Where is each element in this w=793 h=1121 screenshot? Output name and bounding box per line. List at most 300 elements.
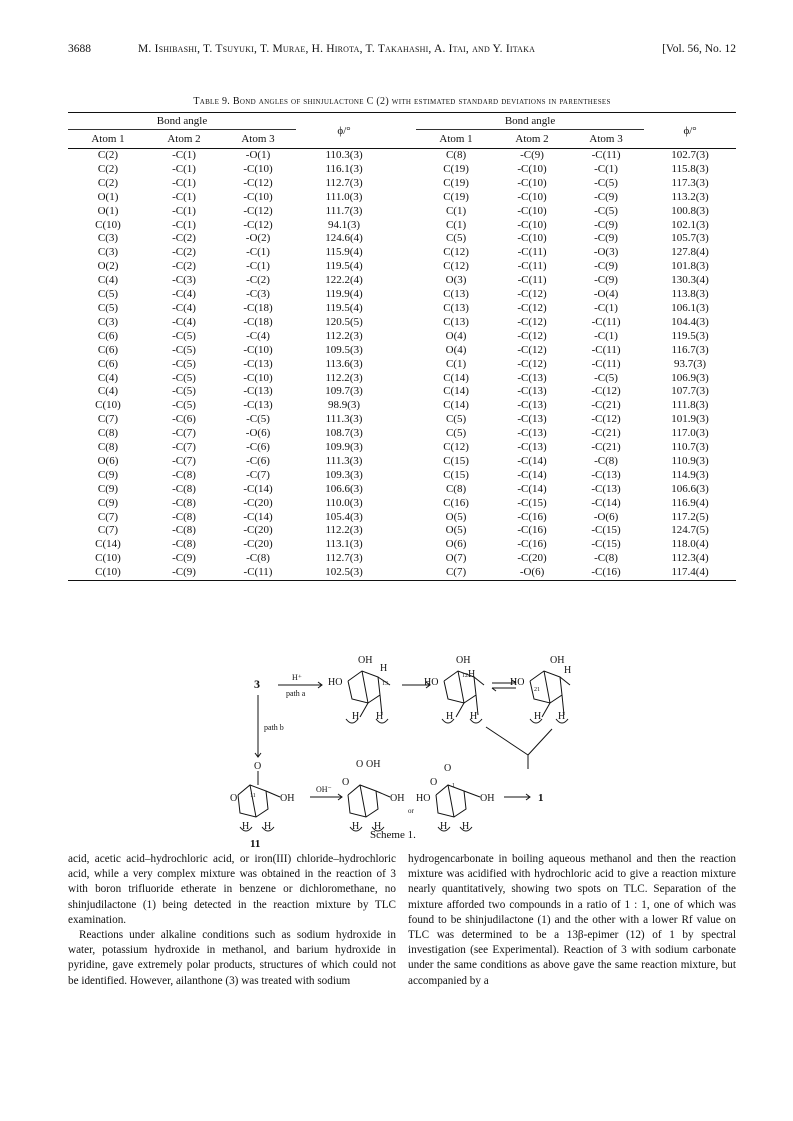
atom-cell: -C(1)	[594, 329, 618, 342]
column-gap	[392, 538, 416, 552]
table-row	[68, 413, 736, 427]
angle-cell: 120.5(5)	[325, 315, 363, 328]
angle-cell: 115.8(3)	[671, 162, 709, 175]
h-label-4: H	[468, 669, 476, 680]
angle-cell: 117.4(4)	[671, 566, 709, 579]
atom-cell: -C(13)	[517, 413, 547, 426]
angle-cell: 111.7(3)	[325, 204, 363, 217]
atom-cell: -C(11)	[591, 357, 621, 370]
column-gap	[392, 316, 416, 330]
atom-cell: O(4)	[445, 329, 467, 342]
angle-cell: 111.0(3)	[325, 190, 363, 203]
atom-cell: -C(5)	[172, 343, 196, 356]
angle-cell: 113.6(3)	[325, 357, 363, 370]
column-gap	[392, 483, 416, 497]
atom-cell: -O(4)	[593, 288, 619, 301]
atom-cell: C(9)	[97, 482, 119, 495]
atom-cell: -C(12)	[591, 385, 621, 398]
bond-angle-table	[68, 112, 736, 581]
h-label-15: H	[462, 821, 470, 832]
atom-cell: -C(9)	[594, 232, 618, 245]
atom-cell: O(1)	[97, 190, 119, 203]
atom-cell: C(5)	[445, 413, 467, 426]
atom-cell: -C(7)	[172, 441, 196, 454]
angle-cell: 106.6(3)	[325, 482, 363, 495]
column-gap	[392, 511, 416, 525]
atom-cell: -C(13)	[243, 357, 273, 370]
atom-cell: -C(11)	[591, 315, 621, 328]
label-or: or	[408, 807, 414, 815]
num-12-label: 12	[462, 673, 468, 679]
atom-cell: C(8)	[97, 441, 119, 454]
atom-cell: -C(8)	[172, 510, 196, 523]
o-label-4: O	[342, 777, 350, 788]
atom-cell: O(5)	[445, 510, 467, 523]
angle-cell: 106.9(3)	[671, 371, 709, 384]
atom-cell: -C(1)	[172, 176, 196, 189]
atom-cell: C(6)	[97, 329, 119, 342]
atom-cell: C(3)	[97, 232, 119, 245]
atom-cell: C(6)	[97, 343, 119, 356]
column-gap	[392, 399, 416, 413]
column-gap	[392, 455, 416, 469]
atom-cell: C(8)	[445, 149, 467, 161]
angle-cell: 113.8(3)	[671, 288, 709, 301]
oh-label-5: OH	[366, 759, 381, 770]
atom-cell: -C(14)	[243, 510, 273, 523]
atom-cell: -C(8)	[172, 482, 196, 495]
atom-cell: -C(1)	[246, 260, 270, 273]
atom-cell: O(2)	[97, 260, 119, 273]
angle-cell: 119.5(4)	[325, 260, 363, 273]
atom-cell: C(10)	[95, 399, 121, 412]
atom-cell: -C(5)	[594, 371, 618, 384]
atom-cell: C(14)	[443, 399, 469, 412]
atom-cell: -C(10)	[517, 162, 547, 175]
atom-cell: C(1)	[445, 218, 467, 231]
atom-cell: -O(6)	[593, 510, 619, 523]
angle-cell: 110.0(3)	[325, 496, 363, 509]
atom-cell: -C(12)	[517, 301, 547, 314]
atom-cell: -C(7)	[172, 454, 196, 467]
angle-cell: 112.2(3)	[325, 524, 363, 537]
atom-cell: -O(6)	[245, 427, 271, 440]
atom-cell: -C(11)	[517, 246, 547, 259]
angle-cell: 116.1(3)	[325, 162, 363, 175]
angle-cell: 102.1(3)	[671, 218, 709, 231]
atom-cell: C(14)	[95, 538, 121, 551]
table-row	[68, 455, 736, 469]
column-gap	[392, 330, 416, 344]
atom-cell: -C(10)	[517, 232, 547, 245]
table-row	[68, 358, 736, 372]
angle-cell: 112.2(3)	[325, 371, 363, 384]
table-row	[68, 469, 736, 483]
atom-cell: C(2)	[97, 162, 119, 175]
h-label-8: H	[534, 711, 542, 722]
atom-cell: C(2)	[97, 149, 119, 161]
atom-cell: -C(10)	[517, 218, 547, 231]
atom-cell: -C(11)	[517, 274, 547, 287]
angle-cell: 98.9(3)	[327, 399, 361, 412]
atom-cell: -C(13)	[591, 468, 621, 481]
angle-cell: 114.9(3)	[671, 468, 709, 481]
column-gap	[392, 413, 416, 427]
atom-cell: -C(13)	[517, 441, 547, 454]
atom-cell: -C(1)	[594, 301, 618, 314]
atom-cell: -C(10)	[517, 190, 547, 203]
o-label-5: O	[444, 763, 452, 774]
atom-cell: -C(13)	[517, 385, 547, 398]
atom-cell: -C(16)	[517, 538, 547, 551]
angle-cell: 118.0(4)	[671, 538, 709, 551]
atom-cell: -C(6)	[246, 441, 270, 454]
atom-cell: -C(5)	[172, 357, 196, 370]
h-label-10: H	[242, 821, 250, 832]
atom-cell: C(19)	[443, 162, 469, 175]
atom-cell: -C(3)	[172, 274, 196, 287]
angle-cell: 101.9(3)	[671, 413, 709, 426]
table-row	[68, 288, 736, 302]
h-label-14: H	[440, 821, 448, 832]
h-label-7: H	[564, 665, 572, 676]
table-row	[68, 191, 736, 205]
atom-cell: -C(10)	[243, 162, 273, 175]
atom-cell: -C(16)	[517, 510, 547, 523]
atom-cell: -C(1)	[172, 149, 196, 161]
atom-cell: -C(10)	[243, 343, 273, 356]
table-row	[68, 552, 736, 566]
atom-cell: -C(12)	[517, 288, 547, 301]
angle-cell: 127.8(4)	[671, 246, 709, 259]
angle-cell: 102.7(3)	[671, 149, 709, 161]
angle-cell: 112.3(4)	[671, 552, 709, 565]
h-label-13: H	[374, 821, 382, 832]
atom-cell: C(10)	[95, 552, 121, 565]
atom-cell: C(2)	[97, 176, 119, 189]
column-gap	[392, 344, 416, 358]
atom-cell: C(8)	[445, 482, 467, 495]
atom-cell: O(7)	[445, 552, 467, 565]
oh-label-7: OH	[480, 793, 495, 804]
atom-cell: -C(11)	[243, 566, 273, 579]
atom-cell: -C(21)	[591, 399, 621, 412]
num-1-label: 1	[452, 783, 455, 789]
column-gap	[392, 219, 416, 233]
col-atom1-right: Atom 1	[416, 130, 496, 149]
table-row	[68, 219, 736, 233]
column-gap	[392, 358, 416, 372]
atom-cell: -C(1)	[594, 162, 618, 175]
oh-label-3: OH	[550, 655, 565, 666]
angle-cell: 119.9(4)	[325, 288, 363, 301]
angle-cell: 115.9(4)	[325, 246, 363, 259]
atom-cell: -C(10)	[243, 190, 273, 203]
angle-cell: 111.3(3)	[325, 454, 363, 467]
atom-cell: -C(13)	[243, 385, 273, 398]
atom-cell: -C(11)	[591, 343, 621, 356]
atom-cell: -C(13)	[517, 427, 547, 440]
angle-cell: 116.7(3)	[671, 343, 709, 356]
column-gap	[392, 372, 416, 386]
h-label-12: H	[352, 821, 360, 832]
table-row	[68, 497, 736, 511]
atom-cell: -C(9)	[594, 260, 618, 273]
atom-cell: -C(2)	[172, 260, 196, 273]
table-row	[68, 177, 736, 191]
oh-label-4: OH	[280, 793, 295, 804]
atom-cell: C(9)	[97, 496, 119, 509]
atom-cell: C(9)	[97, 468, 119, 481]
col-atom3-right: Atom 3	[568, 130, 644, 149]
atom-cell: -C(15)	[517, 496, 547, 509]
atom-cell: O(6)	[97, 454, 119, 467]
atom-cell: -C(16)	[517, 524, 547, 537]
atom-cell: C(6)	[97, 357, 119, 370]
atom-cell: -C(14)	[517, 482, 547, 495]
angle-cell: 105.7(3)	[671, 232, 709, 245]
atom-cell: -C(15)	[591, 524, 621, 537]
atom-cell: -C(6)	[172, 413, 196, 426]
atom-cell: -C(4)	[172, 315, 196, 328]
atom-cell: -C(8)	[594, 552, 618, 565]
atom-cell: -C(12)	[591, 413, 621, 426]
angle-cell: 110.7(3)	[671, 441, 709, 454]
atom-cell: C(14)	[443, 385, 469, 398]
scheme-caption: Scheme 1.	[370, 829, 416, 841]
table-row	[68, 316, 736, 330]
o-label-1: O	[254, 761, 262, 772]
bond-angle-group-left: Bond angle	[156, 115, 208, 127]
oh-label-2: OH	[456, 655, 471, 666]
angle-cell: 107.7(3)	[671, 385, 709, 398]
atom-cell: -C(13)	[591, 482, 621, 495]
table-row	[68, 427, 736, 441]
atom-cell: C(8)	[97, 427, 119, 440]
atom-cell: C(4)	[97, 274, 119, 287]
table-row	[68, 483, 736, 497]
author-line: M. Ishibashi, T. Tsuyuki, T. Murae, H. Hirota, T. Takahashi, A. Itai, and Y. Iitaka	[138, 43, 536, 55]
angle-cell: 109.7(3)	[325, 385, 363, 398]
atom-cell: C(12)	[443, 441, 469, 454]
col-atom3-left: Atom 3	[220, 130, 296, 149]
h-label-3: H	[376, 711, 384, 722]
atom-cell: C(19)	[443, 190, 469, 203]
atom-cell: -C(16)	[591, 566, 621, 579]
atom-cell: -C(4)	[246, 329, 270, 342]
column-gap	[392, 427, 416, 441]
atom-cell: -C(11)	[517, 260, 547, 273]
ho-label-2: HO	[424, 677, 439, 688]
atom-cell: -C(1)	[172, 218, 196, 231]
phi-header-right: ϕ/°	[644, 113, 736, 149]
atom-cell: -C(10)	[517, 176, 547, 189]
atom-cell: -C(1)	[246, 246, 270, 259]
column-gap	[392, 177, 416, 191]
atom-cell: -C(9)	[172, 552, 196, 565]
atom-cell: C(10)	[95, 566, 121, 579]
body-right-column	[408, 852, 736, 989]
angle-cell: 124.6(4)	[325, 232, 363, 245]
atom-cell: -C(2)	[172, 232, 196, 245]
atom-cell: -C(4)	[172, 301, 196, 314]
column-gap	[392, 288, 416, 302]
angle-cell: 110.9(3)	[671, 454, 709, 467]
atom-cell: -C(5)	[594, 204, 618, 217]
bond-angle-table-wrap	[68, 112, 736, 581]
angle-cell: 101.8(3)	[671, 260, 709, 273]
h-label-2: H	[352, 711, 360, 722]
atom-cell: -O(1)	[245, 149, 271, 161]
atom-cell: C(13)	[443, 301, 469, 314]
atom-cell: -C(21)	[591, 427, 621, 440]
atom-cell: -C(8)	[246, 552, 270, 565]
atom-cell: C(3)	[97, 315, 119, 328]
atom-cell: -C(14)	[517, 454, 547, 467]
atom-cell: -C(20)	[243, 538, 273, 551]
table-row	[68, 149, 736, 163]
angle-cell: 106.1(3)	[671, 301, 709, 314]
atom-cell: O(6)	[445, 538, 467, 551]
atom-cell: O(5)	[445, 524, 467, 537]
column-gap	[392, 149, 416, 163]
atom-cell: C(7)	[97, 510, 119, 523]
atom-cell: -C(9)	[594, 218, 618, 231]
atom-cell: -C(12)	[243, 204, 273, 217]
atom-cell: C(19)	[443, 176, 469, 189]
paragraph: Reactions under alkaline conditions such as sodium hydroxide in water, potassium hydroxide in methanol, and barium hydroxide in pyridine, gave extremely polar products, structures of which could not be identified. However, ailanthone (3) was treated with sodium	[68, 929, 396, 987]
col-atom2-right: Atom 2	[496, 130, 568, 149]
atom-cell: -C(15)	[591, 538, 621, 551]
atom-cell: -O(2)	[245, 232, 271, 245]
atom-cell: C(7)	[97, 524, 119, 537]
atom-cell: -C(3)	[246, 288, 270, 301]
atom-cell: C(10)	[95, 218, 121, 231]
atom-cell: -C(9)	[594, 274, 618, 287]
atom-cell: C(5)	[97, 288, 119, 301]
angle-cell: 111.3(3)	[325, 413, 363, 426]
angle-cell: 110.3(3)	[325, 149, 363, 161]
column-gap	[392, 524, 416, 538]
atom-cell: -C(6)	[246, 454, 270, 467]
atom-cell: -C(12)	[243, 218, 273, 231]
label-hydroxide: OH⁻	[316, 785, 332, 794]
table-row	[68, 399, 736, 413]
o-label-6: O	[430, 777, 438, 788]
atom-cell: -C(5)	[594, 176, 618, 189]
angle-cell: 100.8(3)	[671, 204, 709, 217]
h-label-1: H	[380, 663, 388, 674]
atom-cell: C(7)	[445, 566, 467, 579]
journal-volume: [Vol. 56, No. 12	[662, 43, 736, 55]
atom-cell: -C(12)	[517, 329, 547, 342]
angle-cell: 109.5(3)	[325, 343, 363, 356]
table-row	[68, 302, 736, 316]
col-atom1-left: Atom 1	[68, 130, 148, 149]
atom-cell: O(4)	[445, 343, 467, 356]
atom-cell: -C(2)	[172, 246, 196, 259]
atom-cell: -C(18)	[243, 301, 273, 314]
table-row	[68, 344, 736, 358]
angle-cell: 108.7(3)	[325, 427, 363, 440]
atom-cell: -C(4)	[172, 288, 196, 301]
table-row	[68, 511, 736, 525]
ho-label-4: HO	[416, 793, 431, 804]
column-gap	[392, 566, 416, 580]
atom-cell: -C(13)	[517, 371, 547, 384]
table-row	[68, 163, 736, 177]
page-header	[68, 43, 736, 61]
angle-cell: 112.7(3)	[325, 552, 363, 565]
angle-cell: 109.3(3)	[325, 468, 363, 481]
angle-cell: 112.7(3)	[325, 176, 363, 189]
angle-cell: 106.6(3)	[671, 482, 709, 495]
column-gap	[392, 260, 416, 274]
atom-cell: -C(13)	[517, 399, 547, 412]
label-reagent-a: H⁺	[292, 673, 302, 682]
angle-cell: 112.2(3)	[325, 329, 363, 342]
atom-cell: -C(14)	[517, 468, 547, 481]
ho-label-3: HO	[510, 677, 525, 688]
table-row	[68, 246, 736, 260]
angle-cell: 113.1(3)	[325, 538, 363, 551]
angle-cell: 116.9(4)	[671, 496, 709, 509]
atom-cell: -C(9)	[520, 149, 544, 161]
atom-cell: -C(10)	[517, 204, 547, 217]
h-label-9: H	[558, 711, 566, 722]
o-label-3: O	[356, 759, 364, 770]
angle-cell: 111.8(3)	[671, 399, 709, 412]
reaction-scheme	[230, 645, 600, 850]
atom-cell: C(1)	[445, 204, 467, 217]
h-label-11: H	[264, 821, 272, 832]
atom-cell: C(12)	[443, 260, 469, 273]
paragraph: acid, acetic acid–hydrochloric acid, or iron(III) chloride–hydrochloric acid, while a very complex mixture was obtained in the reaction of 3 with boron trifluoride etherate in benzene or dichloromethane, no shinjudilactone (1) being detected in the reaction mixture by TLC examination.	[68, 853, 396, 926]
atom-cell: -C(5)	[172, 371, 196, 384]
label-path-b: path b	[264, 723, 284, 732]
table-body	[68, 149, 736, 581]
phi-header-left: ϕ/°	[296, 113, 392, 149]
page-number: 3688	[68, 43, 91, 55]
atom-cell: -C(5)	[172, 399, 196, 412]
body-left-column	[68, 852, 396, 989]
label-compound-11: 11	[250, 838, 261, 850]
atom-cell: -C(12)	[243, 176, 273, 189]
table-row	[68, 538, 736, 552]
col-atom2-left: Atom 2	[148, 130, 220, 149]
atom-cell: -C(1)	[172, 204, 196, 217]
table-row	[68, 260, 736, 274]
atom-cell: -C(20)	[243, 496, 273, 509]
column-gap	[392, 163, 416, 177]
table-row	[68, 566, 736, 580]
atom-cell: C(5)	[97, 301, 119, 314]
column-gap	[392, 469, 416, 483]
column-gap	[392, 246, 416, 260]
atom-cell: C(5)	[445, 427, 467, 440]
table-row	[68, 330, 736, 344]
atom-cell: -C(9)	[594, 190, 618, 203]
atom-cell: -C(5)	[172, 385, 196, 398]
angle-cell: 105.4(3)	[325, 510, 363, 523]
column-gap	[392, 441, 416, 455]
atom-cell: O(3)	[445, 274, 467, 287]
atom-cell: -C(21)	[591, 441, 621, 454]
atom-cell: -C(1)	[172, 162, 196, 175]
atom-cell: -C(12)	[517, 315, 547, 328]
column-gap	[392, 191, 416, 205]
atom-cell: -C(2)	[246, 274, 270, 287]
